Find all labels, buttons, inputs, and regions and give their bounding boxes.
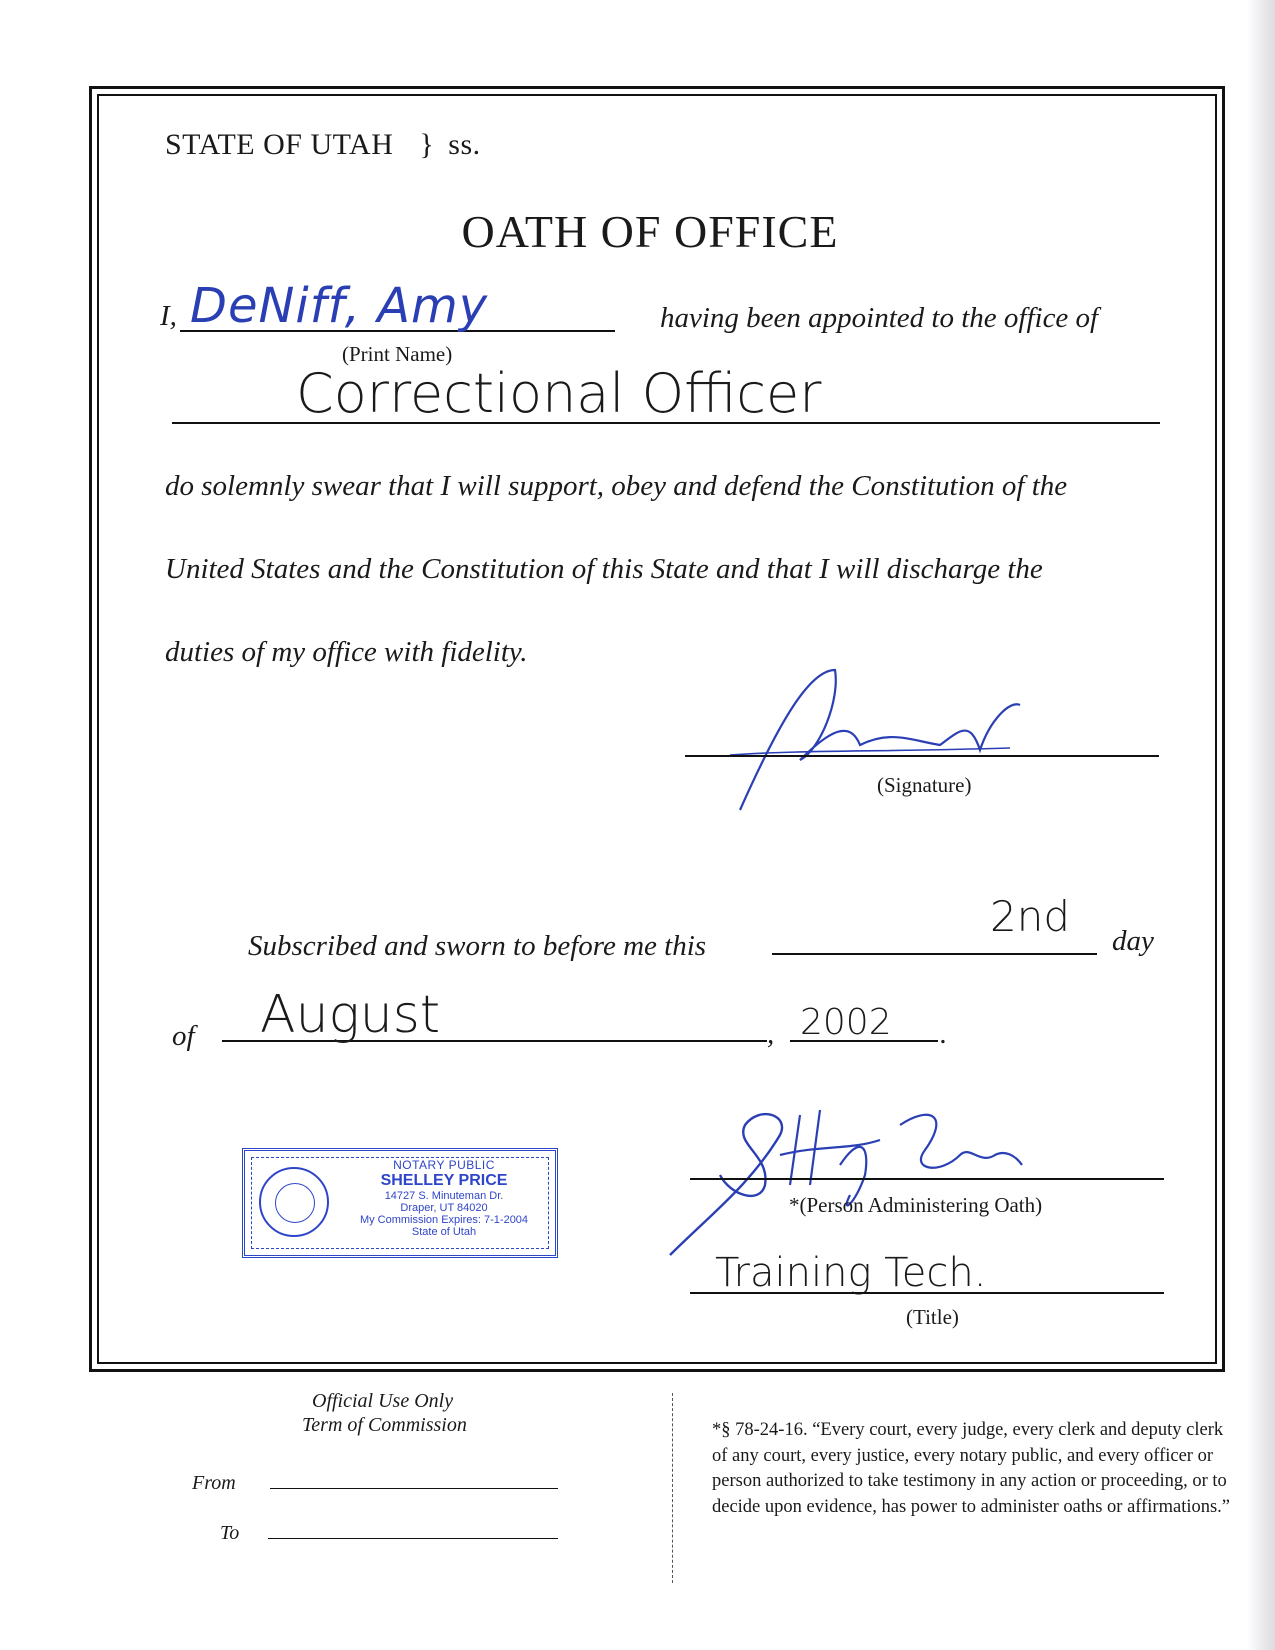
from-line <box>270 1488 558 1489</box>
document-title: OATH OF OFFICE <box>461 206 839 257</box>
year-handwritten: 2002 <box>800 1002 892 1043</box>
stamp-text <box>341 1159 547 1238</box>
to-line <box>268 1538 558 1539</box>
of-label: of <box>172 1020 195 1052</box>
state-seal-icon <box>259 1167 329 1237</box>
office-line <box>172 422 1160 424</box>
title-label: (Title) <box>906 1305 959 1329</box>
administrator-signature <box>650 1095 1050 1265</box>
stamp-line-5: My Commission Expires: 7-1-2004 <box>359 1213 529 1226</box>
signature-label: (Signature) <box>877 773 972 797</box>
year-period: . <box>940 1018 948 1050</box>
administrator-label: *(Person Administering Oath) <box>789 1193 1043 1217</box>
title-line <box>690 1292 1164 1294</box>
name-handwritten: DeNiff, Amy <box>190 278 489 334</box>
stamp-line-6: State of Utah <box>411 1226 477 1239</box>
i-prefix: I, <box>160 300 177 332</box>
oath-body-line-3: duties of my office with fidelity. <box>165 636 528 668</box>
stamp-line-2: SHELLEY PRICE <box>380 1172 508 1190</box>
ss-label: ss. <box>448 128 481 161</box>
term-label: Term of Commission <box>302 1414 467 1436</box>
stamp-line-3: 14727 S. Minuteman Dr. <box>384 1189 504 1202</box>
day-line <box>772 953 1097 955</box>
day-label: day <box>1112 925 1154 957</box>
appointed-text: having been appointed to the office of <box>660 302 1099 334</box>
day-handwritten: 2nd <box>990 892 1071 941</box>
to-label: To <box>220 1522 240 1544</box>
signature-line <box>685 755 1159 757</box>
from-label: From <box>192 1472 236 1494</box>
official-use-label: Official Use Only <box>312 1390 454 1412</box>
oath-body-line-2: United States and the Constitution of this State and that I will discharge the <box>165 553 1043 585</box>
state-label: STATE OF UTAH <box>165 128 394 161</box>
title-handwritten: Training Tech. <box>715 1250 987 1296</box>
brace-glyph: } <box>419 128 435 161</box>
oath-body-line-1: do solemnly swear that I will support, obey and defend the Constitution of the <box>165 470 1068 502</box>
notary-stamp <box>242 1148 558 1258</box>
stamp-line-1: NOTARY PUBLIC <box>393 1158 495 1172</box>
office-handwritten: Correctional Officer <box>296 362 822 425</box>
administrator-line <box>690 1178 1164 1180</box>
statute-text: *§ 78-24-16. “Every court, every judge, every clerk and deputy clerk of any court, every justice, every notary public, and every officer or person authorized to take testimony in any action or proceeding, or to decide upon evidence, has power to administer oaths or affirmations.” <box>712 1420 1231 1517</box>
sworn-intro-text: Subscribed and sworn to before me this <box>248 930 707 962</box>
month-comma: , <box>767 1018 775 1050</box>
month-handwritten: August <box>260 985 441 1045</box>
stamp-line-4: Draper, UT 84020 <box>400 1201 488 1214</box>
print-name-label: (Print Name) <box>342 342 453 366</box>
footer-divider <box>672 1393 673 1583</box>
venue-heading <box>165 128 481 162</box>
